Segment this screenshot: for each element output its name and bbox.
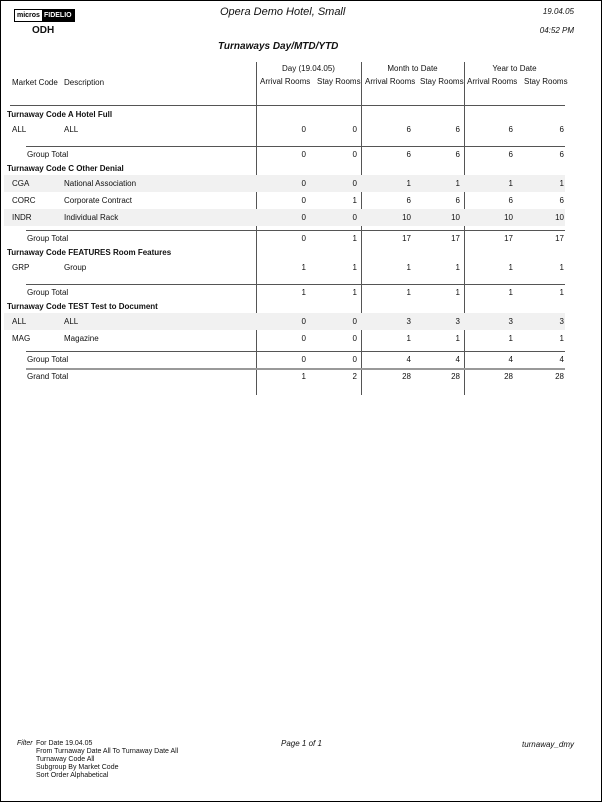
value-cell: 1 (301, 263, 306, 272)
value-cell: 3 (406, 317, 411, 326)
filter-line: Sort Order Alphabetical (36, 772, 109, 779)
value-cell: 1 (352, 263, 357, 272)
col-arrival-rooms: Arrival Rooms (260, 77, 311, 86)
value-cell: 0 (301, 179, 306, 188)
market-code: CGA (12, 179, 30, 188)
value-cell: 10 (402, 213, 411, 222)
value-cell: 4 (508, 355, 513, 364)
filter-line: From Turnaway Date All To Turnaway Date All (36, 748, 179, 755)
group-total-label: Group Total (27, 234, 69, 243)
value-cell: 17 (504, 234, 513, 243)
value-cell: 10 (504, 213, 513, 222)
col-group-header: Year to Date (492, 64, 537, 73)
market-code: ALL (12, 125, 27, 134)
col-description: Description (64, 78, 105, 87)
filter-line: Subgroup By Market Code (36, 764, 119, 771)
value-cell: 1 (508, 263, 513, 272)
micros-fidelio-logo (14, 9, 75, 22)
value-cell: 2 (352, 372, 357, 381)
value-cell: 0 (352, 179, 357, 188)
value-cell: 1 (406, 179, 411, 188)
value-cell: 1 (406, 334, 411, 343)
group-header: Turnaway Code C Other Denial (7, 164, 124, 173)
description: Corporate Contract (64, 196, 133, 205)
value-cell: 6 (455, 196, 460, 205)
value-cell: 10 (555, 213, 564, 222)
value-cell: 1 (301, 288, 306, 297)
value-cell: 1 (301, 372, 306, 381)
col-market-code: Market Code (12, 78, 58, 87)
value-cell: 10 (451, 213, 460, 222)
value-cell: 1 (406, 263, 411, 272)
description: ALL (64, 125, 79, 134)
value-cell: 28 (451, 372, 460, 381)
total-rule (26, 284, 565, 285)
value-cell: 0 (301, 196, 306, 205)
value-cell: 6 (559, 150, 564, 159)
value-cell: 6 (406, 125, 411, 134)
value-cell: 0 (352, 317, 357, 326)
value-cell: 1 (508, 288, 513, 297)
value-cell: 1 (455, 179, 460, 188)
col-stay-rooms: Stay Rooms (524, 77, 568, 86)
value-cell: 0 (352, 150, 357, 159)
market-code: CORC (12, 196, 36, 205)
group-header: Turnaway Code FEATURES Room Features (7, 248, 172, 257)
value-cell: 17 (451, 234, 460, 243)
description: Group (64, 263, 87, 272)
group-header: Turnaway Code TEST Test to Document (7, 302, 158, 311)
report-name: turnaway_dmy (521, 740, 574, 749)
col-group-header: Day (19.04.05) (282, 64, 335, 73)
value-cell: 1 (559, 263, 564, 272)
market-code: ALL (12, 317, 27, 326)
value-cell: 0 (301, 213, 306, 222)
market-code: INDR (12, 213, 32, 222)
filter-line: Turnaway Code All (36, 756, 95, 763)
col-stay-rooms: Stay Rooms (317, 77, 361, 86)
hotel-code: ODH (32, 25, 55, 36)
col-stay-rooms: Stay Rooms (420, 77, 464, 86)
value-cell: 1 (455, 288, 460, 297)
report-title: Turnaways Day/MTD/YTD (218, 41, 339, 52)
filter-label: Filter (17, 740, 33, 747)
value-cell: 0 (301, 355, 306, 364)
value-cell: 1 (508, 179, 513, 188)
group-total-label: Group Total (27, 150, 69, 159)
report-time: 04:52 PM (539, 26, 574, 35)
value-cell: 0 (301, 125, 306, 134)
value-cell: 1 (352, 234, 357, 243)
logo-right: FIDELIO (43, 12, 72, 19)
description: National Association (64, 179, 137, 188)
market-code: GRP (12, 263, 30, 272)
value-cell: 1 (559, 334, 564, 343)
value-cell: 6 (455, 150, 460, 159)
value-cell: 6 (406, 196, 411, 205)
value-cell: 1 (508, 334, 513, 343)
value-cell: 6 (455, 125, 460, 134)
value-cell: 17 (402, 234, 411, 243)
value-cell: 6 (508, 150, 513, 159)
total-rule (26, 230, 565, 231)
value-cell: 3 (559, 317, 564, 326)
grand-total-label: Grand Total (27, 372, 69, 381)
value-cell: 1 (559, 179, 564, 188)
col-arrival-rooms: Arrival Rooms (467, 77, 518, 86)
report-date: 19.04.05 (542, 7, 574, 16)
value-cell: 1 (455, 334, 460, 343)
value-cell: 28 (402, 372, 411, 381)
total-rule (26, 146, 565, 147)
col-arrival-rooms: Arrival Rooms (365, 77, 416, 86)
value-cell: 4 (559, 355, 564, 364)
value-cell: 17 (555, 234, 564, 243)
description: Individual Rack (64, 213, 119, 222)
total-rule (26, 351, 565, 352)
value-cell: 6 (559, 196, 564, 205)
logo-left: micros (17, 12, 40, 19)
value-cell: 3 (455, 317, 460, 326)
description: Magazine (64, 334, 99, 343)
value-cell: 0 (301, 150, 306, 159)
value-cell: 28 (555, 372, 564, 381)
description: ALL (64, 317, 79, 326)
value-cell: 0 (301, 334, 306, 343)
value-cell: 6 (508, 125, 513, 134)
group-total-label: Group Total (27, 288, 69, 297)
filter-line: For Date 19.04.05 (36, 740, 93, 747)
value-cell: 1 (559, 288, 564, 297)
header-rule (10, 105, 565, 106)
value-cell: 0 (301, 234, 306, 243)
value-cell: 4 (455, 355, 460, 364)
col-group-header: Month to Date (387, 64, 438, 73)
column-divider (464, 62, 465, 395)
value-cell: 0 (301, 317, 306, 326)
hotel-name: Opera Demo Hotel, Small (220, 6, 346, 18)
column-divider (256, 62, 257, 395)
value-cell: 1 (406, 288, 411, 297)
value-cell: 1 (352, 288, 357, 297)
value-cell: 1 (352, 196, 357, 205)
value-cell: 4 (406, 355, 411, 364)
value-cell: 0 (352, 355, 357, 364)
value-cell: 1 (455, 263, 460, 272)
value-cell: 6 (406, 150, 411, 159)
column-divider (361, 62, 362, 395)
group-header: Turnaway Code A Hotel Full (7, 110, 113, 119)
value-cell: 0 (352, 213, 357, 222)
market-code: MAG (12, 334, 31, 343)
value-cell: 28 (504, 372, 513, 381)
value-cell: 6 (508, 196, 513, 205)
grand-total-rule (26, 368, 565, 370)
page-number: Page 1 of 1 (281, 739, 322, 748)
value-cell: 6 (559, 125, 564, 134)
value-cell: 0 (352, 334, 357, 343)
group-total-label: Group Total (27, 355, 69, 364)
value-cell: 0 (352, 125, 357, 134)
value-cell: 3 (508, 317, 513, 326)
